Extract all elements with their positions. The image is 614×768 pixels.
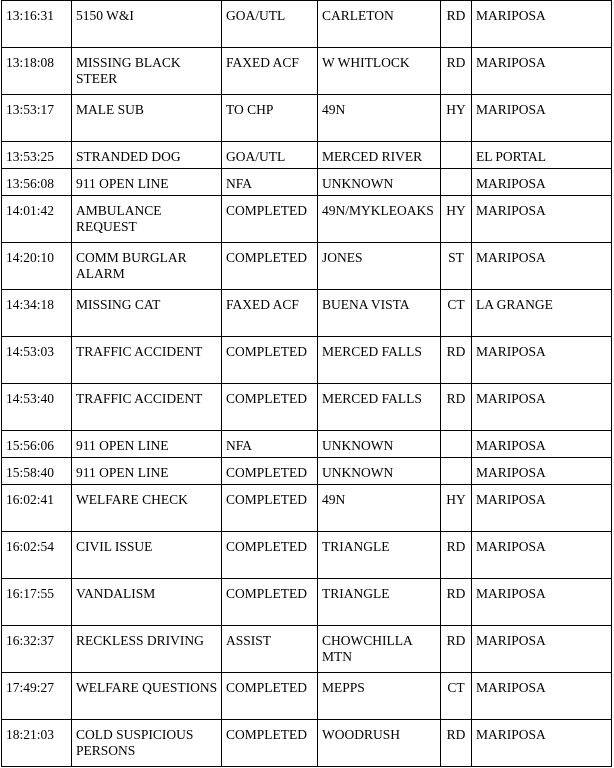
call-type-cell: COLD SUSPICIOUS PERSONS — [72, 720, 222, 767]
table-row — [2, 384, 612, 431]
table-row — [2, 720, 612, 767]
time-cell: 14:53:40 — [2, 384, 72, 431]
time-cell: 16:17:55 — [2, 579, 72, 626]
disposition-cell: FAXED ACF — [222, 290, 318, 337]
call-type-cell: 911 OPEN LINE — [72, 431, 222, 458]
table-row — [2, 579, 612, 626]
time-cell: 14:53:03 — [2, 337, 72, 384]
call-log-body — [2, 1, 612, 767]
disposition-cell: NFA — [222, 431, 318, 458]
street-cell: JONES — [318, 243, 441, 290]
street-type-cell: CT — [441, 673, 472, 720]
city-cell: MARIPOSA — [472, 48, 612, 95]
call-type-cell: TRAFFIC ACCIDENT — [72, 384, 222, 431]
time-cell: 17:49:27 — [2, 673, 72, 720]
street-cell: 49N — [318, 95, 441, 142]
street-cell: TRIANGLE — [318, 579, 441, 626]
table-row — [2, 673, 612, 720]
disposition-cell: TO CHP — [222, 95, 318, 142]
street-type-cell — [441, 169, 472, 196]
street-cell: CHOWCHILLA MTN — [318, 626, 441, 673]
call-type-cell: MISSING BLACK STEER — [72, 48, 222, 95]
city-cell: MARIPOSA — [472, 169, 612, 196]
street-cell: MERCED FALLS — [318, 384, 441, 431]
time-cell: 13:53:17 — [2, 95, 72, 142]
city-cell: MARIPOSA — [472, 337, 612, 384]
street-type-cell: RD — [441, 532, 472, 579]
table-row — [2, 532, 612, 579]
time-cell: 18:21:03 — [2, 720, 72, 767]
time-cell: 14:20:10 — [2, 243, 72, 290]
call-type-cell: TRAFFIC ACCIDENT — [72, 337, 222, 384]
time-cell: 14:34:18 — [2, 290, 72, 337]
disposition-cell: FAXED ACF — [222, 48, 318, 95]
city-cell: MARIPOSA — [472, 458, 612, 485]
street-cell: MERCED RIVER — [318, 142, 441, 169]
call-type-cell: AMBULANCE REQUEST — [72, 196, 222, 243]
street-type-cell: HY — [441, 485, 472, 532]
call-type-cell: COMM BURGLAR ALARM — [72, 243, 222, 290]
table-row — [2, 485, 612, 532]
street-cell: WOODRUSH — [318, 720, 441, 767]
disposition-cell: GOA/UTL — [222, 1, 318, 48]
street-type-cell: RD — [441, 720, 472, 767]
street-cell: MEPPS — [318, 673, 441, 720]
street-type-cell: RD — [441, 626, 472, 673]
city-cell: MARIPOSA — [472, 95, 612, 142]
city-cell: MARIPOSA — [472, 626, 612, 673]
table-row — [2, 142, 612, 169]
street-cell: UNKNOWN — [318, 458, 441, 485]
street-cell: CARLETON — [318, 1, 441, 48]
call-type-cell: 5150 W&I — [72, 1, 222, 48]
call-type-cell: RECKLESS DRIVING — [72, 626, 222, 673]
street-type-cell: RD — [441, 1, 472, 48]
disposition-cell: ASSIST — [222, 626, 318, 673]
table-row — [2, 431, 612, 458]
table-row — [2, 95, 612, 142]
street-type-cell: ST — [441, 243, 472, 290]
street-cell: BUENA VISTA — [318, 290, 441, 337]
street-cell: 49N/MYKLEOAKS — [318, 196, 441, 243]
table-row — [2, 1, 612, 48]
call-type-cell: 911 OPEN LINE — [72, 169, 222, 196]
table-row — [2, 196, 612, 243]
disposition-cell: COMPLETED — [222, 384, 318, 431]
table-row — [2, 337, 612, 384]
city-cell: MARIPOSA — [472, 1, 612, 48]
table-row — [2, 169, 612, 196]
call-type-cell: CIVIL ISSUE — [72, 532, 222, 579]
disposition-cell: COMPLETED — [222, 485, 318, 532]
street-cell: 49N — [318, 485, 441, 532]
city-cell: EL PORTAL — [472, 142, 612, 169]
city-cell: MARIPOSA — [472, 431, 612, 458]
disposition-cell: COMPLETED — [222, 196, 318, 243]
call-log-table — [1, 0, 612, 767]
city-cell: MARIPOSA — [472, 243, 612, 290]
street-type-cell: CT — [441, 290, 472, 337]
call-type-cell: 911 OPEN LINE — [72, 458, 222, 485]
disposition-cell: COMPLETED — [222, 337, 318, 384]
table-row — [2, 458, 612, 485]
call-type-cell: STRANDED DOG — [72, 142, 222, 169]
disposition-cell: GOA/UTL — [222, 142, 318, 169]
street-type-cell: RD — [441, 384, 472, 431]
street-type-cell — [441, 431, 472, 458]
time-cell: 13:16:31 — [2, 1, 72, 48]
city-cell: MARIPOSA — [472, 196, 612, 243]
disposition-cell: COMPLETED — [222, 579, 318, 626]
street-cell: UNKNOWN — [318, 431, 441, 458]
city-cell: LA GRANGE — [472, 290, 612, 337]
table-row — [2, 626, 612, 673]
city-cell: MARIPOSA — [472, 673, 612, 720]
time-cell: 14:01:42 — [2, 196, 72, 243]
disposition-cell: COMPLETED — [222, 673, 318, 720]
time-cell: 16:32:37 — [2, 626, 72, 673]
time-cell: 16:02:41 — [2, 485, 72, 532]
time-cell: 15:58:40 — [2, 458, 72, 485]
street-type-cell: HY — [441, 196, 472, 243]
street-type-cell — [441, 142, 472, 169]
time-cell: 13:53:25 — [2, 142, 72, 169]
call-type-cell: MISSING CAT — [72, 290, 222, 337]
table-row — [2, 48, 612, 95]
street-cell: UNKNOWN — [318, 169, 441, 196]
disposition-cell: NFA — [222, 169, 318, 196]
disposition-cell: COMPLETED — [222, 243, 318, 290]
table-row — [2, 290, 612, 337]
disposition-cell: COMPLETED — [222, 720, 318, 767]
city-cell: MARIPOSA — [472, 720, 612, 767]
city-cell: MARIPOSA — [472, 485, 612, 532]
time-cell: 13:18:08 — [2, 48, 72, 95]
street-type-cell: HY — [441, 95, 472, 142]
call-type-cell: WELFARE QUESTIONS — [72, 673, 222, 720]
time-cell: 13:56:08 — [2, 169, 72, 196]
call-type-cell: WELFARE CHECK — [72, 485, 222, 532]
street-type-cell: RD — [441, 579, 472, 626]
street-type-cell: RD — [441, 337, 472, 384]
table-row — [2, 243, 612, 290]
call-type-cell: MALE SUB — [72, 95, 222, 142]
disposition-cell: COMPLETED — [222, 458, 318, 485]
city-cell: MARIPOSA — [472, 579, 612, 626]
street-cell: TRIANGLE — [318, 532, 441, 579]
call-type-cell: VANDALISM — [72, 579, 222, 626]
street-cell: MERCED FALLS — [318, 337, 441, 384]
time-cell: 15:56:06 — [2, 431, 72, 458]
time-cell: 16:02:54 — [2, 532, 72, 579]
city-cell: MARIPOSA — [472, 384, 612, 431]
street-type-cell — [441, 458, 472, 485]
street-type-cell: RD — [441, 48, 472, 95]
street-cell: W WHITLOCK — [318, 48, 441, 95]
disposition-cell: COMPLETED — [222, 532, 318, 579]
city-cell: MARIPOSA — [472, 532, 612, 579]
